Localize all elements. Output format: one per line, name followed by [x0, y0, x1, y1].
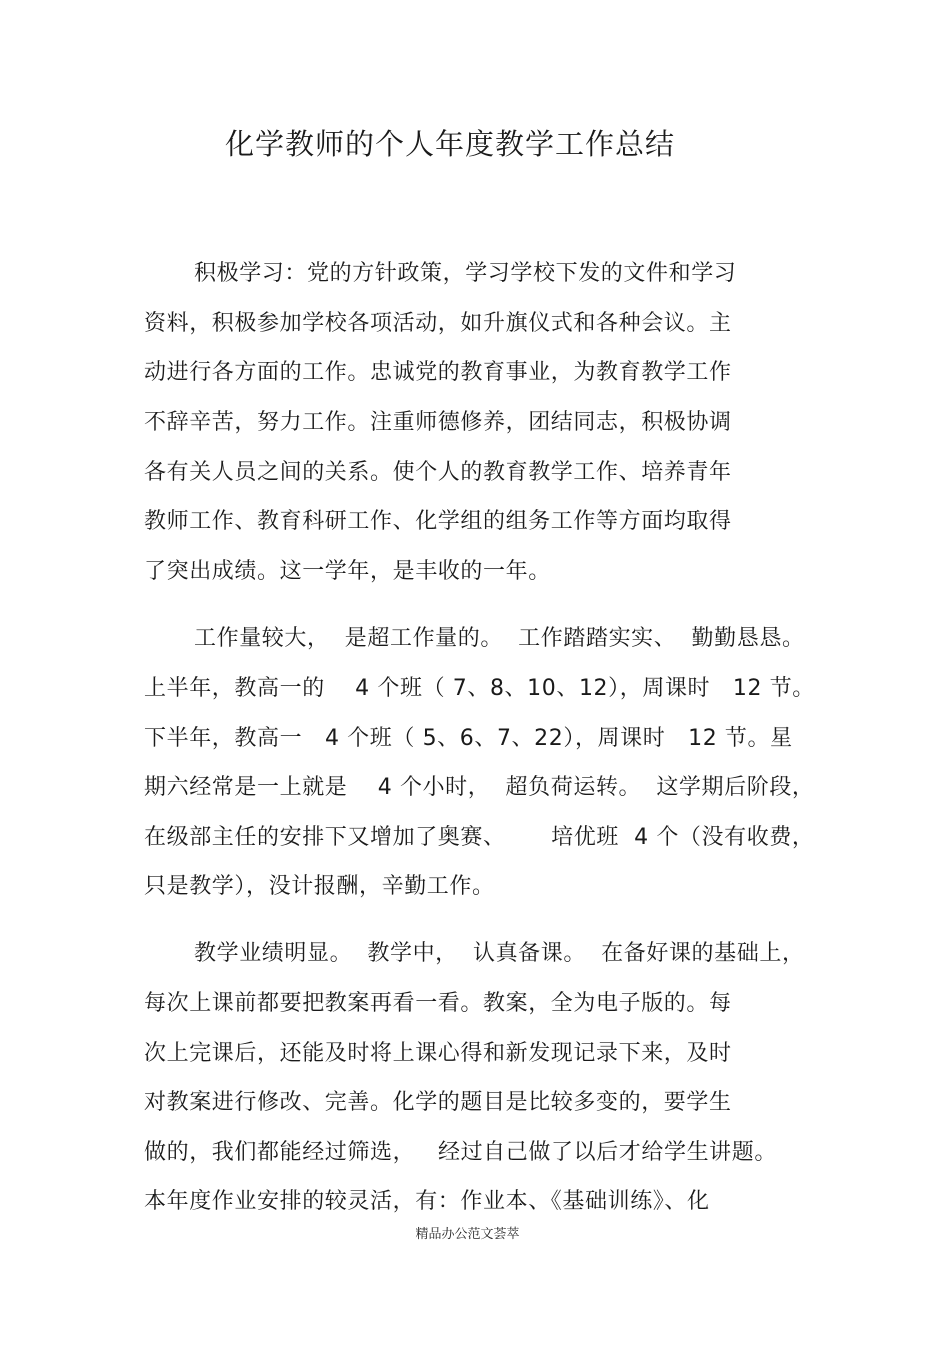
paragraph-1-line-7: 了突出成绩。这一学年，是丰收的一年。 [144, 559, 551, 584]
paragraph-1-line-1: 积极学习：党的方针政策，学习学校下发的文件和学习 [194, 261, 737, 286]
paragraph-3-line-6: 本年度作业安排的较灵活，有：作业本、《基础训练》、化 [144, 1189, 710, 1214]
document-title: 化学教师的个人年度教学工作总结 [224, 127, 675, 161]
paragraph-1-line-6: 教师工作、教育科研工作、化学组的组务工作等方面均取得 [144, 509, 732, 534]
paragraph-3-line-4: 对教案进行修改、完善。化学的题目是比较多变的，要学生 [144, 1090, 732, 1115]
paragraph-3-line-5: 做的，我们都能经过筛选， 经过自己做了以后才给学生讲题。 [144, 1140, 777, 1165]
paragraph-1-line-3: 动进行各方面的工作。忠诚党的教育事业，为教育教学工作 [144, 360, 732, 385]
paragraph-2-line-4: 期六经常是一上就是 4 个小时， 超负荷运转。 这学期后阶段， [144, 775, 815, 800]
page-footer: 精品办公范文荟萃 [415, 1227, 520, 1242]
paragraph-2-line-2: 上半年，教高一的 4 个班（ 7、8、10、12），周课时 12 节。 [144, 676, 815, 701]
paragraph-2-line-3: 下半年，教高一 4 个班（ 5、6、7、22），周课时 12 节。星 [144, 726, 793, 751]
paragraph-1-line-5: 各有关人员之间的关系。使个人的教育教学工作、培养青年 [144, 460, 732, 485]
paragraph-1-line-2: 资料，积极参加学校各项活动，如升旗仪式和各种会议。主 [144, 311, 732, 336]
paragraph-3-line-2: 每次上课前都要把教案再看一看。教案，全为电子版的。每 [144, 991, 732, 1016]
paragraph-2-line-6: 只是教学），没计报酬，辛勤工作。 [144, 874, 495, 899]
paragraph-2-line-5: 在级部主任的安排下又增加了奥赛、 培优班 4 个（没有收费， [144, 825, 815, 850]
paragraph-1-line-4: 不辞辛苦，努力工作。注重师德修养，团结同志，积极协调 [144, 410, 732, 435]
paragraph-3-line-3: 次上完课后，还能及时将上课心得和新发现记录下来，及时 [144, 1041, 732, 1066]
paragraph-2-line-1: 工作量较大， 是超工作量的。 工作踏踏实实、 勤勤恳恳。 [194, 626, 805, 651]
paragraph-3-line-1: 教学业绩明显。 教学中， 认真备课。 在备好课的基础上， [194, 941, 805, 966]
